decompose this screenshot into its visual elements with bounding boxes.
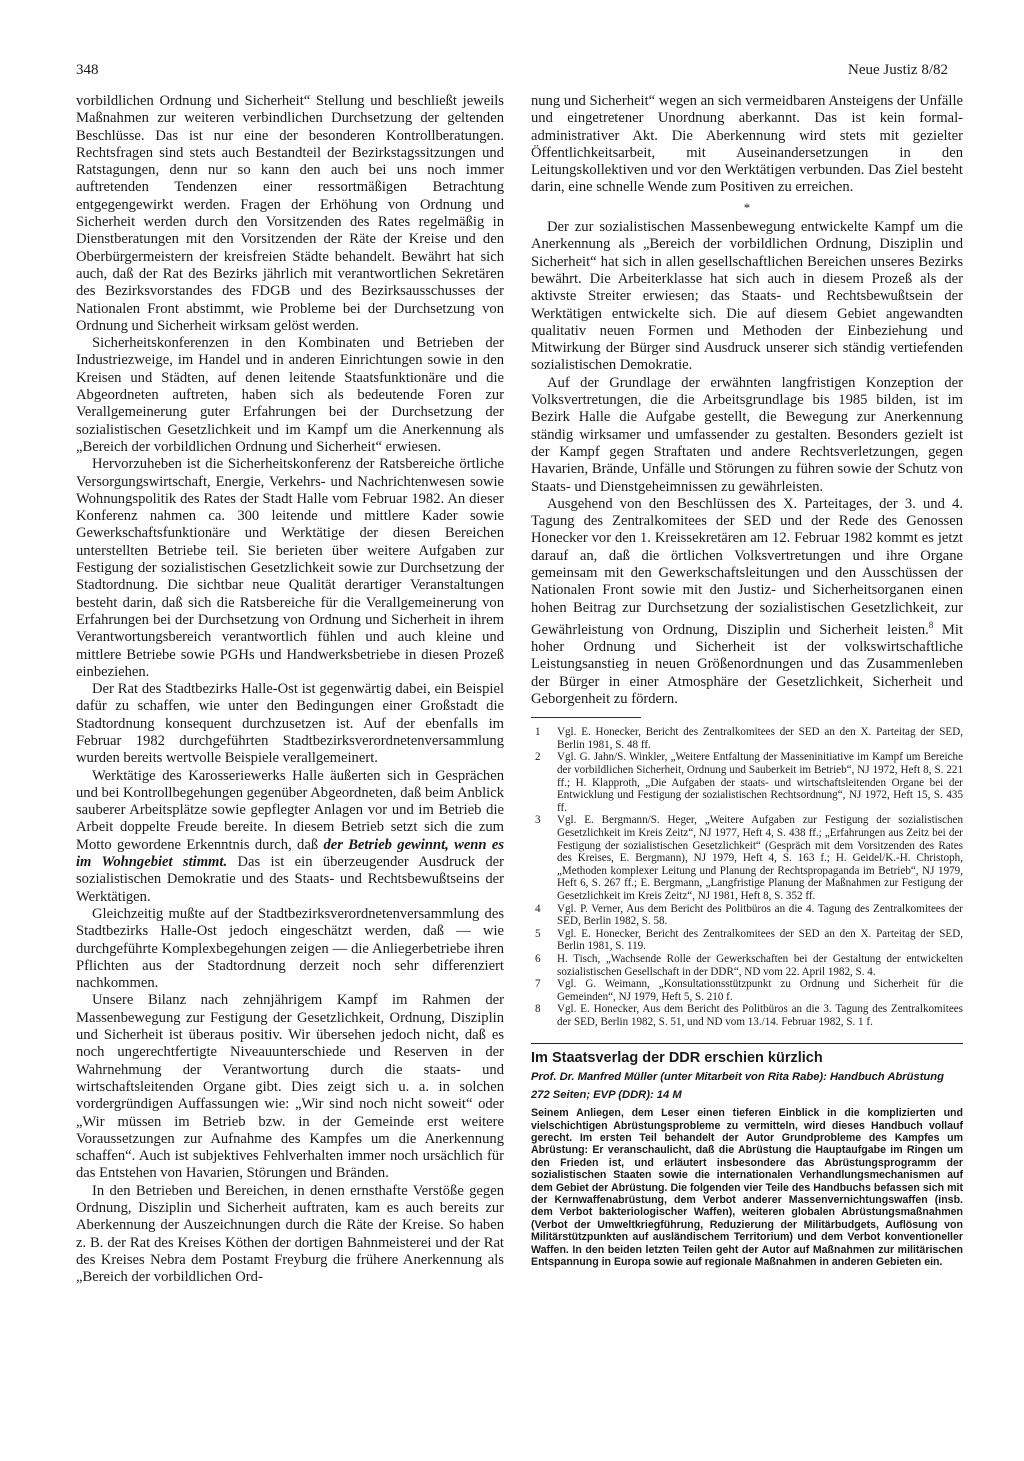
footnote-number: 5 [535, 927, 541, 940]
paragraph: nung und Sicherheit“ wegen an sich vermeidbaren Ansteigens der Unfälle und eingetretener Unordnung aberkannt. Das ist kein formal-administrativer Akt. Die Aberkennung wird stets mit gezielter Öffentlichkeitsarbeit, mit Auseinandersetzungen in den Leitungskollektiven und vor den Werktätigen verbunden. Das Ziel besteht darin, eine schnelle Wende zum Positiven zu erreichen. [531, 93, 963, 196]
journal-issue: Neue Justiz 8/82 [848, 62, 948, 78]
footnote [531, 1003, 963, 1028]
footnote-number: 2 [535, 751, 541, 764]
footnote [531, 903, 963, 928]
page-number: 348 [76, 62, 99, 78]
book-notice [531, 1050, 963, 1269]
paragraph: Unsere Bilanz nach zehnjährigem Kampf im Rahmen der Massenbewegung zur Festigung der Gesetzlichkeit, Ordnung, Disziplin und Sicherheit ist überaus positiv. Wir übersehen jedoch nicht, daß es noch ungerechtfertigte Niveauunterschiede und Reserven in der Wahrnehmung der Verantwortung durch die staats- und wirtschaftsleitenden Organe gibt. Dies zeigt sich u. a. in solchen vordergründigen Auffassungen wie: „Wir sind noch nicht soweit“ oder „Wir müssen im Betrieb bzw. in der Gemeinde erst weitere Voraussetzungen zur Aufnahme des Kampfes um die Anerkennung schaffen“. Auch ist subjektives Fehlverhalten immer noch ursächlich für das Entstehen von Havarien, Störungen und Bränden. [76, 992, 504, 1182]
footnote [531, 751, 963, 814]
paragraph: Gleichzeitig mußte auf der Stadtbezirksverordnetenversammlung des Stadtbezirks Halle-Ost jedoch eingeschätzt werden, daß — wie durchgeführte Komplexbegehungen zeigen — die Anliegerbetriebe ihren Pflichten aus der Stadtordnung derzeit noch sehr differenziert nachkommen. [76, 905, 504, 992]
paragraph: vorbildlichen Ordnung und Sicherheit“ Stellung und beschließt jeweils Maßnahmen zur weiteren verbindlichen Durchsetzung der geltenden Beschlüsse. Das ist nur eine der besonderen Kontrollberatungen. Rechtsfragen sind stets auch Bestandteil der Bezirkstagssitzungen und Ratstagungen, denn nur so kann den auch bei uns noch immer auftretenden Tendenzen einer ressortmäßigen Betrachtung entgegengewirkt werden. Fragen der Erhöhung von Ordnung und Sicherheit werden durch den Vorsitzenden des Rates regelmäßig in Dienstberatungen mit den Vorsitzenden der Räte der Kreise und den Oberbürgermeistern der kreisfreien Städte behandelt. Bewährt hat sich auch, daß der Rat des Bezirks jährlich mit verantwortlichen Sekretären des Bezirksvorstandes des FDGB und des Bezirksausschusses der Nationalen Front abstimmt, wie Probleme bei der Durchsetzung von Ordnung und Sicherheit wirksam gelöst werden. [76, 93, 504, 334]
footnote-number: 4 [535, 902, 541, 915]
paragraph: Auf der Grundlage der erwähnten langfristigen Konzeption der Volksvertretungen, die die Arbeitsgrundlage bis 1985 bilden, ist im Bezirk Halle die Aufgabe gestellt, die Bewegung zur Anerkennung ständig wirksamer und umfassender zu gestalten. Besonders gezielt ist der Kampf gegen Straftaten und andere Rechtsverletzungen, gegen Havarien, Brände, Unfälle und Störungen zu führen sowie der Schutz von Staats- und Dienstgeheimnissen zu gewährleisten. [531, 374, 963, 495]
footnote-text: Vgl. G. Jahn/S. Winkler, „Weitere Entfaltung der Masseninitiative im Kampf um Bereiche der vorbildlichen Sicherheit, Ordnung und Sauberkeit im Betrieb“, NJ 1972, Heft 8, S. 221 ff.; H. Klapproth, „Die Aufgaben der staats- und wirtschaftsleitenden Organe bei der Entwicklung und Festigung der sozialistischen Rechtsordnung“, NJ 1972, Heft 15, S. 435 ff. [557, 751, 963, 814]
footnote-text: Vgl. E. Honecker, Bericht des Zentralkomitees der SED an den X. Parteitag der SED, Berlin 1981, S. 48 ff. [557, 726, 963, 751]
footnote-text: Vgl. P. Verner, Aus dem Bericht des Politbüros an die 4. Tagung des Zentralkomitees der SED, Berlin 1982, S. 58. [557, 902, 963, 928]
footnote [531, 978, 963, 1003]
paragraph: Der zur sozialistischen Massenbewegung entwickelte Kampf um die Anerkennung als „Bereich der vorbildlichen Ordnung, Disziplin und Sicherheit“ hat sich in allen gesellschaftlichen Bereichen unseres Bezirks bewährt. Die Arbeiterklasse hat sich auch in diesem Prozeß als der aktivste Streiter erwiesen; das Staats- und Rechtsbewußtsein der Werktätigen entwickelte sich. Die auf diesem Gebiet angewandten qualitativ neuen Formen und Methoden der Einbeziehung und Mitwirkung der Bürger sind Ausdruck unserer sich ständig vertiefenden sozialistischen Demokratie. [531, 219, 963, 374]
paragraph-text: Werktätige des Karosseriewerks Halle äußerten sich in Gesprächen und bei Kontrollbegehungen gegenüber Abgeordneten, daß beim Anblick sauberer Arbeitsplätze sowie gepflegter Anlagen vor und im Betrieb die Arbeit doppelte Freude bereite. In diesem Betrieb setzt sich die zum Motto gewordene Erkenntnis durch, daß [76, 767, 504, 853]
footnote-text: Vgl. E. Honecker, Bericht des Zentralkomitees der SED an den X. Parteitag der SED, Berlin 1981, S. 119. [557, 927, 963, 953]
footnote-divider [531, 717, 641, 718]
footnotes [531, 726, 963, 1028]
left-column [76, 93, 504, 1286]
book-description: Seinem Anliegen, dem Leser einen tieferen Einblick in die komplizierten und vielschichtigen Abrüstungsprobleme zu vermitteln, wird dieses Handbuch vollauf gerecht. Im ersten Teil behandelt der Autor Grundprobleme des Kampfes um Abrüstung: Er veranschaulicht, daß die Abrüstung die Hauptaufgabe im Ringen um den Frieden ist, und erläutert insbesondere das Abrüstungsprogramm der sozialistischen Staaten sowie die internationalen Verhandlungsmechanismen auf dem Gebiet der Abrüstung. Die folgenden vier Teile des Handbuchs befassen sich mit der Kernwaffenabrüstung, dem Verbot anderer Massenvernichtungswaffen (insb. dem Verbot bakteriologischer Waffen), weiteren globalen Abrüstungsmaßnahmen (Verbot der Umweltkriegführung, Reduzierung der Militärbudgets, Auflösung von Militärstützpunkten auf ausländischem Territorium) und dem Verbot konventioneller Waffen. In den beiden letzten Teilen geht der Autor auf Maßnahmen zur militärischen Entspannung in Europa sowie auf regionale Maßnahmen in anderen Gebieten ein. [531, 1107, 963, 1268]
paragraph: Der Rat des Stadtbezirks Halle-Ost ist gegenwärtig dabei, ein Beispiel dafür zu schaffen, wie unter den Bedingungen einer Großstadt die Stadtordnung konsequent durchzusetzen ist. Auf der ebenfalls im Februar 1982 durchgeführten Stadtbezirksverordnetenversammlung wurden bereits wertvolle Beispiele verallgemeinert. [76, 681, 504, 767]
footnote [531, 726, 963, 751]
book-author: Prof. Dr. Manfred Müller (unter Mitarbeit von Rita Rabe): Handbuch Abrüstung [531, 1070, 944, 1083]
footnote [531, 953, 963, 978]
footnote [531, 814, 963, 902]
footnote-ref: 8 [928, 619, 934, 630]
footnote-number: 7 [535, 978, 541, 991]
footnote-number: 1 [535, 726, 541, 739]
paragraph: In den Betrieben und Bereichen, in denen ernsthafte Verstöße gegen Ordnung, Disziplin und Sicherheit auftraten, kam es auch bereits zur Aberkennung der Auszeichnungen durch die Räte der Kreise. So haben z. B. der Rat des Kreises Köthen der dortigen Bahnmeisterei und der Rat des Kreises Nebra dem Postamt Freyburg die frühere Anerkennung als „Bereich der vorbildlichen Ord- [76, 1182, 504, 1286]
paragraph-text: Ausgehend von den Beschlüssen des X. Parteitages, der 3. und 4. Tagung des Zentralkomitees der SED und der Rede des Genossen Honecker vor den 1. Kreissekretären am 12. Februar 1982 kommt es jetzt darauf an, daß die örtlichen Volksvertretungen und ihre Organe gemeinsam mit den Gewerkschaftsleitungen und den Ausschüssen der Nationalen Front sowie mit den Justiz- und Sicherheitsorganen einen hohen Beitrag zur Durchsetzung der sozialistischen Gesetzlichkeit, zur Gewährleistung von Ordnung, Disziplin und Sicherheit leisten. [531, 495, 963, 638]
footnote [531, 928, 963, 953]
book-notice-divider [531, 1043, 963, 1044]
footnote-text: H. Tisch, „Wachsende Rolle der Gewerkschaften bei der Gestaltung der entwickelten sozialistischen Gesellschaft in der DDR“, ND vom 22. April 1982, S. 4. [557, 952, 963, 978]
emphasis-text: der Betrieb gewinnt, wenn es im Wohngebiet stimmt. [76, 836, 505, 871]
right-column [531, 93, 963, 1268]
paragraph: Sicherheitskonferenzen in den Kombinaten und Betrieben der Industriezweige, im Handel und in anderen Einrichtungen sowie in den Kreisen und Städten, auf denen leitende Staatsfunktionäre und die Abgeordneten auftreten, haben sich als bedeutende Foren zur Verallgemeinerung guter Erfahrungen bei der Durchsetzung der sozialistischen Gesetzlichkeit und im Kampf um die Anerkennung als „Bereich der vorbildlichen Ordnung und Sicherheit“ erwiesen. [76, 335, 504, 455]
footnote-number: 3 [535, 814, 541, 827]
paragraph-text: Das ist ein überzeugender Ausdruck der sozialistischen Demokratie und des Staats- und Rechtsbewußtseins der Werktätigen. [76, 854, 504, 905]
book-meta: 272 Seiten; EVP (DDR): 14 M [531, 1088, 682, 1101]
page-header [76, 62, 948, 82]
footnote-text: Vgl. G. Weimann, „Konsultationsstützpunkt zu Ordnung und Sicherheit für die Gemeinden“, NJ 1979, Heft 5, S. 210 f. [557, 978, 963, 1003]
paragraph [76, 768, 504, 906]
footnote-number: 8 [535, 1003, 541, 1016]
footnote-text: Vgl. E. Honecker, Aus dem Bericht des Politbüros an die 3. Tagung des Zentralkomitees der SED, Berlin 1982, S. 51, und ND vom 13./14. Februar 1982, S. 1 f. [557, 1003, 963, 1028]
paragraph-text: Mit hoher Ordnung und Sicherheit ist der volkswirtschaftliche Leistungsanstieg in neuen Größenordnungen und das Zusammenleben der Bürger in einer Atmosphäre der Gesetzlichkeit, Sicherheit und Geborgenheit zu fördern. [531, 621, 963, 707]
paragraph: Hervorzuheben ist die Sicherheitskonferenz der Ratsbereiche örtliche Versorgungswirtschaft, Energie, Verkehrs- und Nachrichtenwesen sowie Wohnungspolitik des Rates der Stadt Halle vom Februar 1982. An dieser Konferenz nahmen ca. 300 leitende und mittlere Kader sowie Gewerkschaftsfunktionäre und Werktätige der diesen Bereichen unterstellten Betriebe teil. Sie berieten über weitere Aufgaben zur Festigung der sozialistischen Gesetzlichkeit sowie zur Durchsetzung der Stadtordnung. Die sichtbar neue Qualität derartiger Veranstaltungen besteht darin, daß sich die Ratsbereiche für die Verallgemeinerung von Erfahrungen bei der Durchsetzung von Ordnung und Sicherheit in ihrem Verantwortungsbereich verantwortlich fühlen und auch kleine und mittlere Betriebe sowie PGHs und Handwerksbetriebe in diesen Prozeß einbeziehen. [76, 456, 504, 680]
paragraph [531, 496, 963, 708]
section-separator: * [743, 199, 751, 215]
book-notice-heading: Im Staatsverlag der DDR erschien kürzlich [531, 1049, 823, 1066]
footnote-text: Vgl. E. Bergmann/S. Heger, „Weitere Aufgaben zur Festigung der sozialistischen Gesetzlichkeit im Kreis Zeitz“, NJ 1977, Heft 4, S. 438 ff.; „Erfahrungen aus Zeitz bei der Festigung der sozialistischen Gesetzlichkeit“ (Gespräch mit dem Vorsitzenden des Rates des Kreises, E. Bergmann), NJ 1979, Heft 4, S. 163 f.; H. Geidel/K.-H. Christoph, „Methoden komplexer Leitung und Planung der Rechtspropaganda im Betrieb“, NJ 1979, Heft 6, S. 267 ff.; E. Bergmann, „Langfristige Planung der Maßnahmen zur Festigung der Gesetzlichkeit im Kreis Zeitz“, NJ 1981, Heft 8, S. 352 ff. [557, 814, 963, 902]
footnote-number: 6 [535, 952, 541, 965]
